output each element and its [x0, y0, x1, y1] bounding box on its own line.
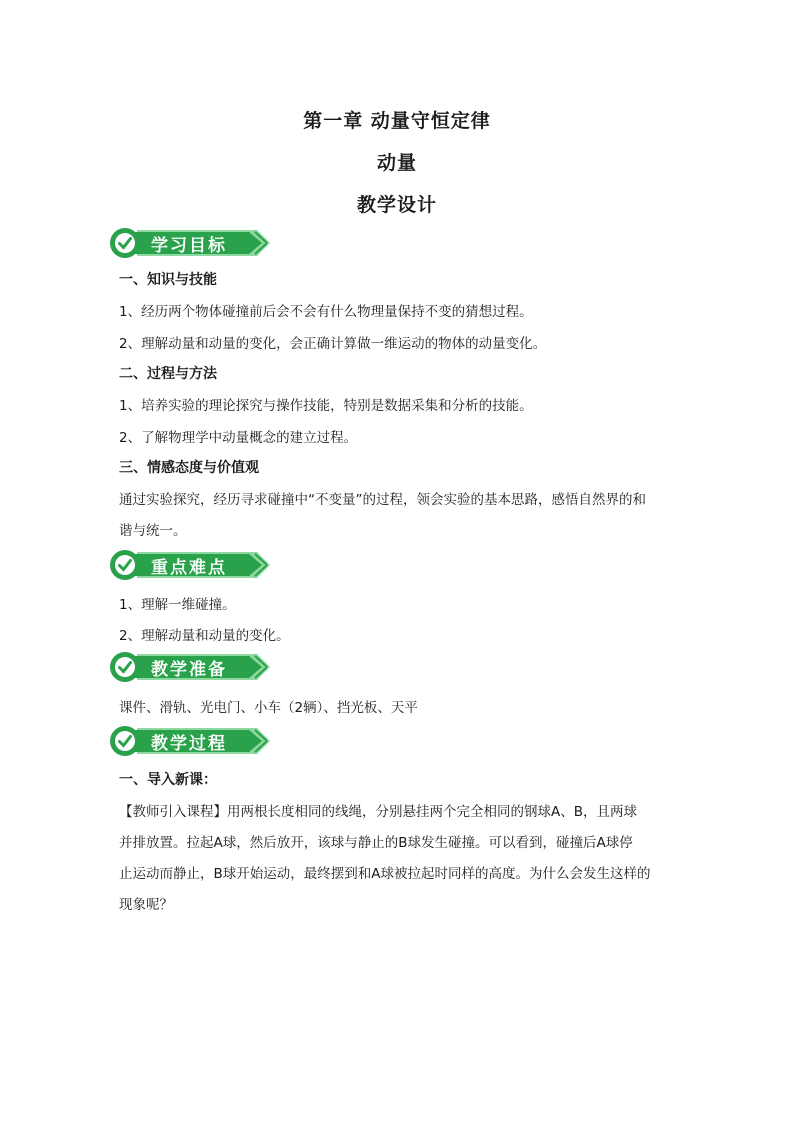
paragraph-line: 通过实验探究，经历寻求碰撞中“不变量”的过程，领会实验的基本思路，感悟自然界的和: [119, 492, 646, 508]
paragraph-line: 2、理解动量和动量的变化，会正确计算做一维运动的物体的动量变化。: [119, 336, 547, 352]
paragraph-line: 谐与统一。: [119, 523, 187, 539]
section-banner-key-points: [107, 548, 277, 582]
banner-label: 教学过程: [151, 734, 227, 754]
paragraph-line: 2、了解物理学中动量概念的建立过程。: [119, 430, 358, 446]
paragraph-line: 并排放置。拉起A球，然后放开，该球与静止的B球发生碰撞。可以看到，碰撞后A球停: [119, 835, 633, 851]
section-banner-process: [107, 724, 277, 758]
banner-label: 学习目标: [151, 236, 227, 256]
subheading: 三、情感态度与价值观: [119, 460, 259, 476]
banner-label: 教学准备: [151, 660, 227, 680]
section-banner-objectives: [107, 226, 277, 260]
paragraph-line: 止运动而静止，B球开始运动，最终摆到和A球被拉起时同样的高度。为什么会发生这样的: [119, 866, 651, 882]
paragraph-line: 1、培养实验的理论探究与操作技能，特别是数据采集和分析的技能。: [119, 398, 533, 414]
checkmark-circle-icon: [110, 550, 140, 580]
paragraph-line: 现象呢？: [119, 897, 173, 913]
paragraph-line: 2、理解动量和动量的变化。: [119, 628, 290, 644]
checkmark-circle-icon: [110, 652, 140, 682]
banner-label: 重点难点: [151, 558, 227, 578]
lesson-title: 动量: [376, 152, 417, 174]
subheading: 一、知识与技能: [119, 272, 217, 288]
document-type-title: 教学设计: [356, 194, 437, 216]
section-banner-preparation: [107, 650, 277, 684]
paragraph-line: 1、经历两个物体碰撞前后会不会有什么物理量保持不变的猜想过程。: [119, 304, 533, 320]
chapter-title: 第一章 动量守恒定律: [303, 110, 491, 132]
subheading: 二、过程与方法: [119, 366, 217, 382]
checkmark-circle-icon: [110, 228, 140, 258]
subheading: 一、导入新课：: [119, 772, 217, 788]
paragraph-line: 课件、滑轨、光电门、小车（2辆）、挡光板、天平: [119, 700, 418, 716]
paragraph-line: 【教师引入课程】用两根长度相同的线绳，分别悬挂两个完全相同的钢球A、B，且两球: [119, 804, 637, 820]
paragraph-line: 1、理解一维碰撞。: [119, 597, 236, 613]
checkmark-circle-icon: [110, 726, 140, 756]
